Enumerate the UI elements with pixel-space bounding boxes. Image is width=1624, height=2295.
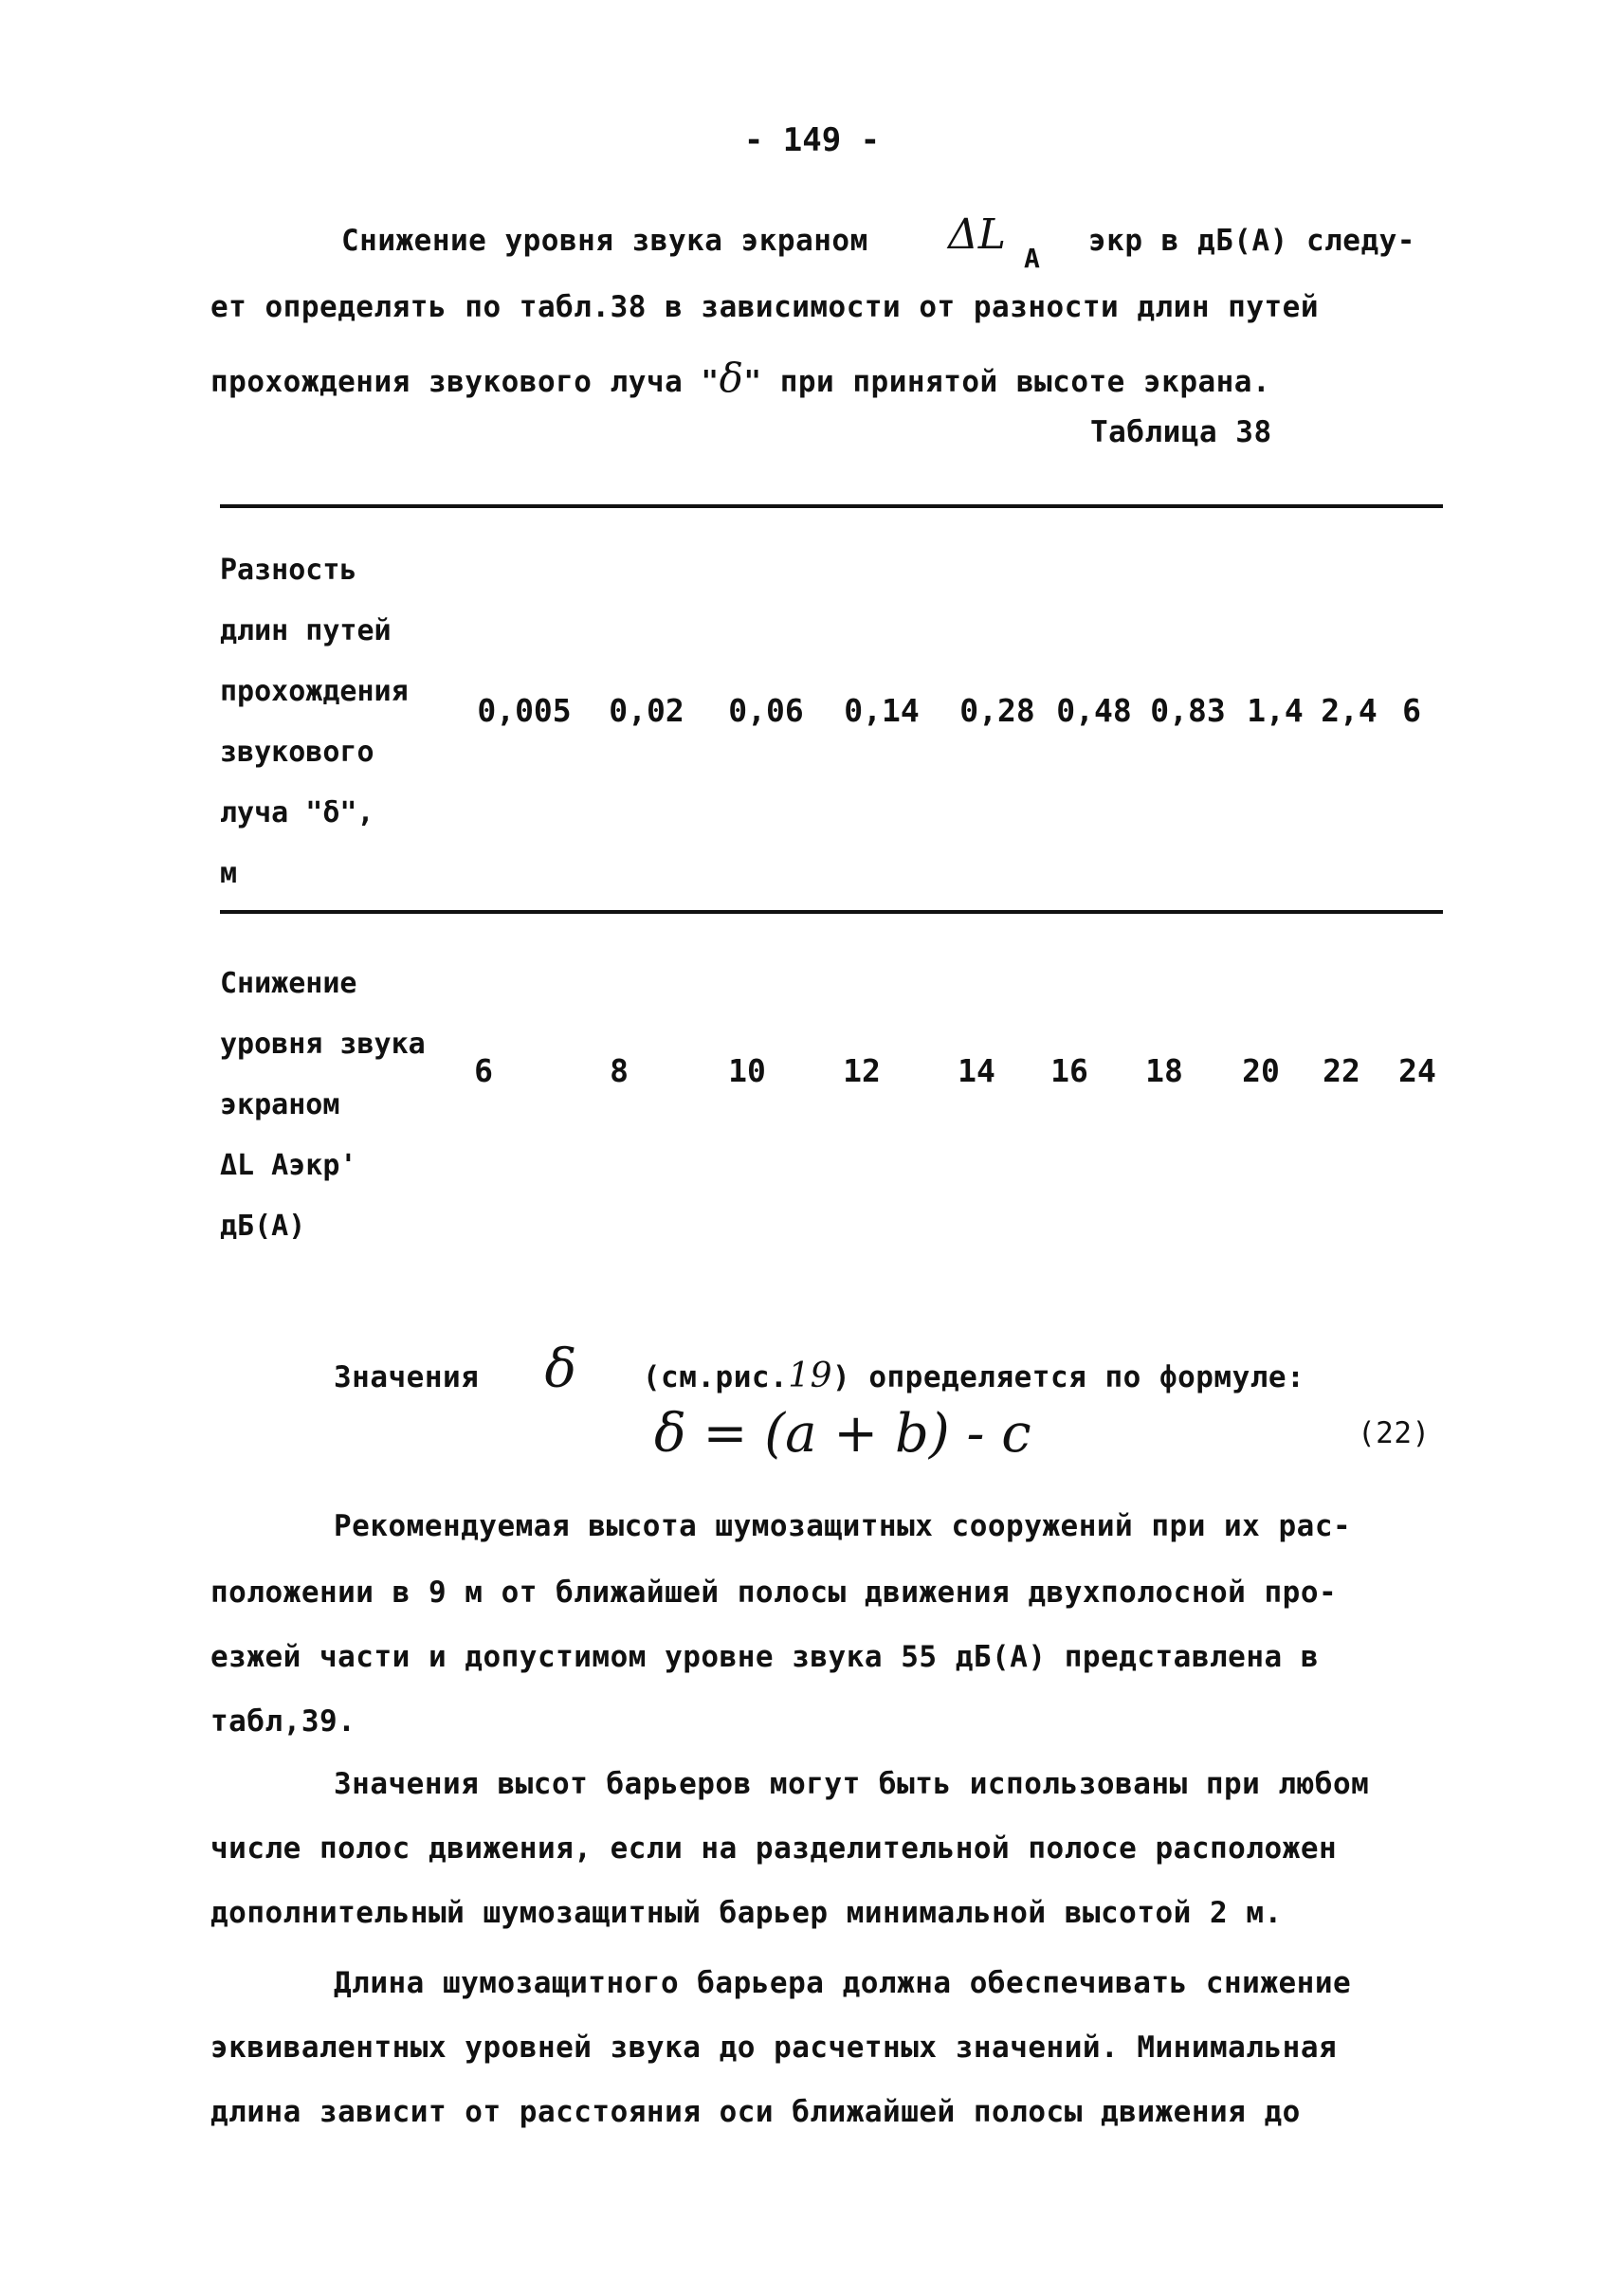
table-caption: Таблица 38	[1090, 415, 1272, 449]
row1-value: 1,4	[1247, 692, 1304, 729]
row2-value: 14	[958, 1052, 995, 1089]
delta-l-subscript: A	[1024, 243, 1041, 274]
row1-value: 0,005	[477, 692, 572, 729]
paragraph-line: табл,39.	[210, 1704, 356, 1739]
row1-label: Разность длин путей прохождения звукового луча "δ", м	[220, 554, 409, 890]
row1-value: 0,06	[728, 692, 804, 729]
paragraph-line: Значения высот барьеров могут быть использованы при любом	[334, 1767, 1370, 1801]
intro-line-3: прохождения звукового луча "δ" при принятой высоте экрана.	[210, 355, 1271, 401]
intro-line-1b: экр в дБ(А) следу-	[1088, 224, 1415, 258]
row2-value: 10	[728, 1052, 766, 1089]
formula-intro: Значения δ (см.рис.19) определяется по формуле:	[334, 1339, 1305, 1400]
formula-number: (22)	[1358, 1416, 1431, 1450]
row1-value: 0,83	[1150, 692, 1226, 729]
row1-value: 0,02	[609, 692, 684, 729]
row2-value: 12	[843, 1052, 881, 1089]
formula-expression: δ = (a + b) - c	[654, 1403, 1031, 1465]
row2-value: 18	[1145, 1052, 1183, 1089]
paragraph-line: Длина шумозащитного барьера должна обеспечивать снижение	[334, 1966, 1352, 2000]
row2-label: Снижение уровня звука экраном ΔL Аэкр' дБ(А)	[220, 967, 426, 1243]
table-middle-rule	[220, 910, 1443, 914]
paragraph-line: числе полос движения, если на разделительной полосе расположен	[210, 1831, 1338, 1866]
table-top-rule	[220, 504, 1443, 508]
paragraph-line: езжей части и допустимом уровне звука 55 дБ(А) представлена в	[210, 1640, 1319, 1674]
page-number: - 149 -	[743, 121, 881, 159]
row2-value: 24	[1398, 1052, 1436, 1089]
paragraph-line: длина зависит от расстояния оси ближайшей полосы движения до	[210, 2095, 1301, 2129]
paragraph-line: эквивалентных уровней звука до расчетных значений. Минимальная	[210, 2031, 1338, 2065]
row2-value: 20	[1242, 1052, 1280, 1089]
row2-value: 6	[474, 1052, 493, 1089]
paragraph-line: дополнительный шумозащитный барьер минимальной высотой 2 м.	[210, 1896, 1283, 1930]
delta-l-symbol: ΔL	[948, 210, 1006, 259]
row2-value: 8	[610, 1052, 629, 1089]
row1-value: 0,14	[844, 692, 920, 729]
row1-value: 2,4	[1321, 692, 1378, 729]
row1-value: 0,28	[959, 692, 1035, 729]
row1-value: 0,48	[1056, 692, 1132, 729]
row2-value: 22	[1323, 1052, 1360, 1089]
intro-line-2: ет определять по табл.38 в зависимости от разности длин путей	[210, 290, 1319, 324]
row1-value: 6	[1402, 692, 1421, 729]
intro-line-1a: Снижение уровня звука экраном	[341, 224, 868, 258]
paragraph-line: положении в 9 м от ближайшей полосы движения двухполосной про-	[210, 1576, 1338, 1610]
row2-value: 16	[1050, 1052, 1088, 1089]
paragraph-line: Рекомендуемая высота шумозащитных сооружений при их рас-	[334, 1509, 1352, 1543]
